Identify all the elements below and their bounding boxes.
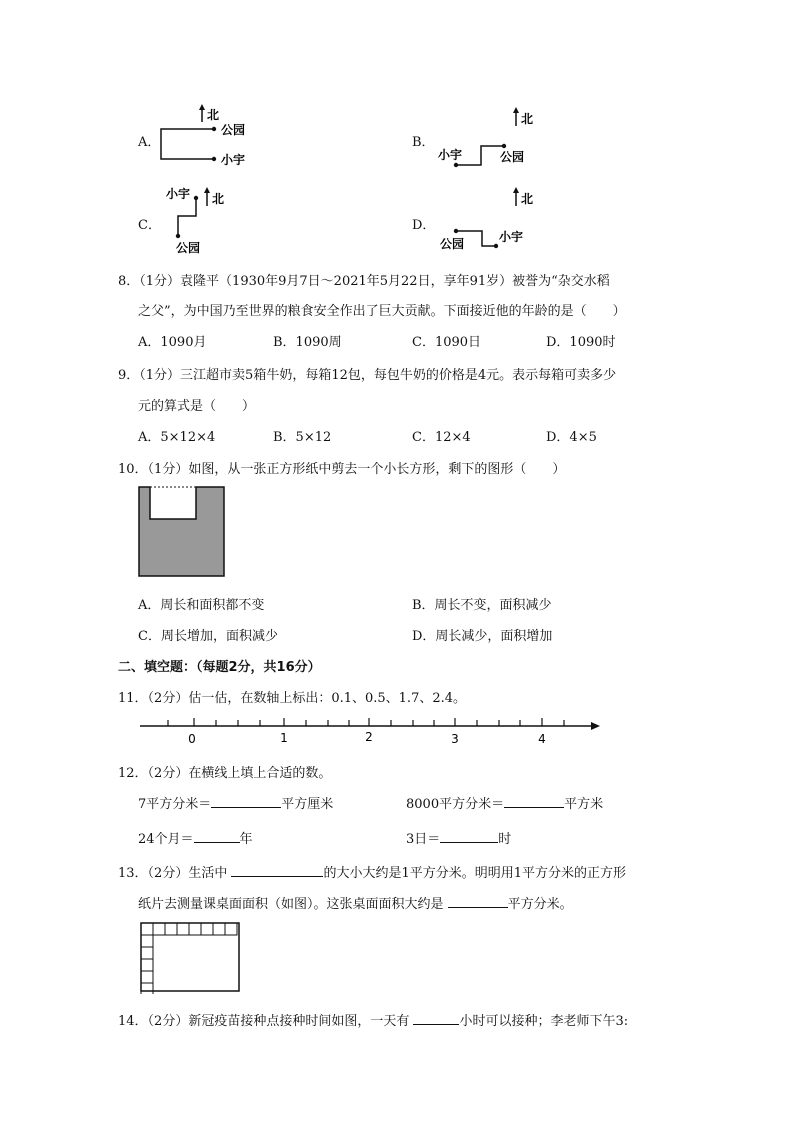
q12-a-blank[interactable] bbox=[211, 793, 281, 808]
north-arrowhead-icon bbox=[199, 104, 205, 110]
q14-line1 bbox=[118, 1010, 628, 1029]
q10-line1: 10．（1分）如图，从一张正方形纸中剪去一个小长方形，剩下的图形（ ） bbox=[118, 462, 566, 477]
q12-line1: 12．（2分）在横线上填上合适的数。 bbox=[118, 766, 332, 781]
q9-option-a[interactable]: A．5×12×4 bbox=[138, 430, 216, 445]
q11-line1: 11．（2分）估一估，在数轴上标出：0.1、0.5、1.7、2.4。 bbox=[118, 691, 467, 706]
q12-b-prefix: 8000平方分米＝ bbox=[406, 797, 505, 812]
desk-outline bbox=[141, 923, 239, 991]
q8-option-a[interactable]: A．1090月 bbox=[138, 335, 207, 350]
q13-l2-prefix: 纸片去测量课桌面面积（如图）。这张桌面面积大约是 bbox=[138, 897, 448, 912]
q10-option-a[interactable]: A．周长和面积都不变 bbox=[138, 598, 265, 613]
number-line-arrow-icon bbox=[591, 722, 600, 730]
home-label: 小宇 bbox=[166, 187, 191, 201]
q12-b-suffix: 平方米 bbox=[564, 797, 604, 812]
tick-label-1: 1 bbox=[280, 731, 288, 745]
q8-option-c[interactable]: C．1090日 bbox=[412, 335, 482, 350]
q9-line1: 9．（1分）三江超市卖5箱牛奶，每箱12包，每包牛奶的价格是4元。表示每箱可卖多少 bbox=[118, 368, 617, 383]
q10-option-b[interactable]: B．周长不变，面积减少 bbox=[412, 598, 552, 613]
q7-option-a-letter[interactable]: A． bbox=[138, 135, 161, 150]
q12-item-d bbox=[406, 828, 511, 847]
q13-l1-suffix: 的大小大约是1平方分米。明明用1平方分米的正方形 bbox=[323, 866, 626, 881]
q12-c-suffix: 年 bbox=[239, 832, 253, 847]
section-2-heading: 二、填空题：（每题2分，共16分） bbox=[118, 660, 321, 675]
q13-l1-prefix: 13．（2分）生活中 bbox=[118, 866, 232, 881]
home-dot bbox=[194, 196, 198, 200]
home-dot bbox=[494, 244, 498, 248]
q7-option-b-letter[interactable]: B． bbox=[412, 135, 435, 150]
q7-option-b-diagram[interactable] bbox=[436, 104, 536, 172]
park-label: 公园 bbox=[440, 237, 465, 251]
q8-option-b[interactable]: B．1090周 bbox=[273, 335, 342, 350]
tick-label-4: 4 bbox=[538, 732, 546, 746]
q9-line2: 元的算式是（ ） bbox=[138, 399, 256, 414]
park-dot bbox=[502, 144, 506, 148]
route-line bbox=[161, 129, 214, 159]
q14-blank-1[interactable] bbox=[413, 1010, 459, 1025]
q7-option-c-diagram[interactable] bbox=[162, 184, 262, 256]
home-dot bbox=[212, 157, 216, 161]
q12-d-prefix: 3日＝ bbox=[406, 832, 441, 847]
cut-square-shape bbox=[139, 487, 224, 576]
q10-figure bbox=[138, 486, 228, 578]
park-label: 公园 bbox=[176, 241, 201, 255]
park-label: 公园 bbox=[500, 150, 525, 164]
q14-l1-suffix: 小时可以接种；李老师下午3: bbox=[459, 1014, 629, 1029]
home-dot bbox=[454, 163, 458, 167]
q10-option-c[interactable]: C．周长增加，面积减少 bbox=[138, 629, 278, 644]
q13-blank-2[interactable] bbox=[448, 893, 508, 908]
home-label: 小宇 bbox=[221, 153, 246, 167]
q14-l1-prefix: 14．（2分）新冠疫苗接种点接种时间如图，一天有 bbox=[118, 1014, 414, 1029]
park-dot bbox=[212, 127, 216, 131]
home-label: 小宇 bbox=[499, 230, 524, 244]
q8-option-d[interactable]: D．1090时 bbox=[546, 335, 616, 350]
q9-option-b[interactable]: B．5×12 bbox=[273, 430, 332, 445]
park-dot bbox=[176, 234, 180, 238]
q13-blank-1[interactable] bbox=[231, 862, 323, 877]
q12-c-blank[interactable] bbox=[194, 828, 240, 843]
q12-item-a bbox=[138, 793, 333, 812]
north-label: 北 bbox=[521, 192, 534, 206]
route-line bbox=[456, 146, 504, 165]
north-arrowhead-icon bbox=[204, 187, 210, 193]
q12-d-blank[interactable] bbox=[440, 828, 498, 843]
park-dot bbox=[454, 229, 458, 233]
q12-item-b bbox=[406, 793, 603, 812]
q11-number-line[interactable] bbox=[138, 708, 604, 748]
north-label: 北 bbox=[212, 192, 225, 206]
q8-line1: 8．（1分）袁隆平（1930年9月7日～2021年5月22日，享年91岁）被誉为“杂交水稻 bbox=[118, 274, 610, 289]
q13-desk-figure bbox=[140, 922, 242, 994]
q13-line2 bbox=[138, 893, 573, 912]
minor-ticks bbox=[168, 718, 564, 726]
q9-option-c[interactable]: C．12×4 bbox=[412, 430, 471, 445]
q12-item-c bbox=[138, 828, 253, 847]
q7-option-d-diagram[interactable] bbox=[436, 184, 536, 256]
q12-c-prefix: 24个月＝ bbox=[138, 832, 194, 847]
q7-option-a-diagram[interactable] bbox=[152, 102, 262, 174]
q10-option-d[interactable]: D．周长减少，面积增加 bbox=[412, 629, 553, 644]
tick-label-2: 2 bbox=[365, 730, 373, 744]
q7-option-c-letter[interactable]: C． bbox=[138, 218, 161, 233]
q12-b-blank[interactable] bbox=[504, 793, 564, 808]
north-arrowhead-icon bbox=[513, 187, 519, 193]
tick-label-0: 0 bbox=[188, 732, 196, 746]
q7-option-d-letter[interactable]: D． bbox=[412, 218, 436, 233]
route-line bbox=[178, 198, 196, 236]
q8-line2: 之父”，为中国乃至世界的粮食安全作出了巨大贡献。下面接近他的年龄的是（ ） bbox=[138, 304, 626, 319]
q9-option-d[interactable]: D．4×5 bbox=[546, 430, 597, 445]
q13-l2-suffix: 平方分米。 bbox=[507, 897, 573, 912]
north-arrowhead-icon bbox=[513, 107, 519, 113]
north-label: 北 bbox=[521, 112, 534, 126]
home-label: 小宇 bbox=[438, 148, 463, 162]
tick-label-3: 3 bbox=[451, 732, 459, 746]
park-label: 公园 bbox=[221, 123, 246, 137]
q12-d-suffix: 时 bbox=[498, 832, 512, 847]
north-label: 北 bbox=[207, 108, 220, 122]
q12-a-prefix: 7平方分米＝ bbox=[138, 797, 212, 812]
q12-a-suffix: 平方厘米 bbox=[281, 797, 334, 812]
q13-line1 bbox=[118, 862, 626, 881]
